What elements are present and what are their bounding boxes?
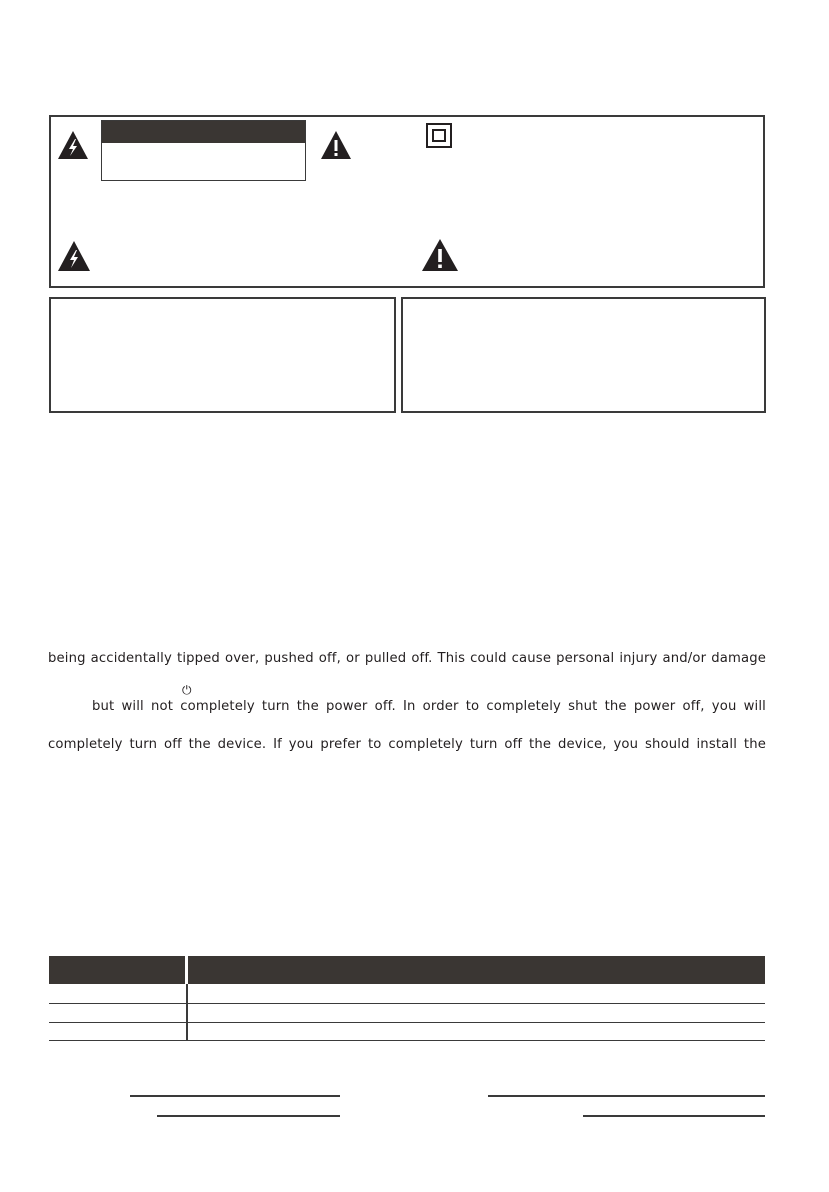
fill-in-line (157, 1115, 340, 1117)
caution-label-header-bar (102, 121, 305, 143)
caution-label-box (101, 120, 306, 181)
table-row (49, 1003, 765, 1004)
notice-box-left (49, 297, 396, 413)
fill-in-line (130, 1095, 340, 1097)
exclamation-warning-icon (421, 238, 459, 272)
power-off-text: but will not completely turn the power off. In order to completely shut the power off, you will (92, 699, 766, 714)
power-icon: ⏻ (182, 683, 192, 697)
fill-in-line (583, 1115, 765, 1117)
table-row (49, 1040, 765, 1041)
notice-box-right (401, 297, 766, 413)
tipover-warning-text: being accidentally tipped over, pushed off, or pulled off. This could cause personal injury and/or damage (48, 651, 766, 666)
table-column-divider (186, 984, 188, 1041)
table-header-divider (185, 956, 188, 984)
lightning-warning-icon (57, 240, 91, 272)
exclamation-warning-icon (320, 130, 352, 160)
lightning-warning-icon (57, 130, 89, 160)
turn-off-device-text: completely turn off the device. If you prefer to completely turn off the device, you should install the (48, 737, 766, 752)
fill-in-line (488, 1095, 765, 1097)
table-row (49, 1022, 765, 1023)
double-insulation-icon (426, 123, 452, 148)
table-header (49, 956, 765, 984)
